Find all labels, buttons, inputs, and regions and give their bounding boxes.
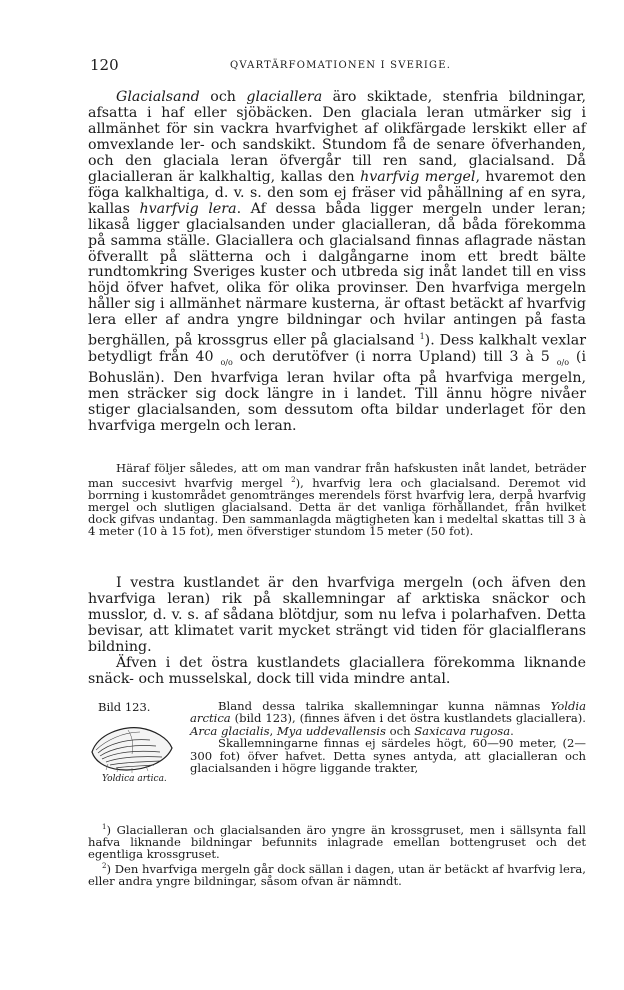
text-span: (i Bohuslän). Den hvarfviga leran hvilar ofta på hvarfviga mergeln, men sträcker sig dock längre in i landet. Till ännu högre nivåer stiger glacialsanden, som dessutom ofta bildar underlaget för den hvarfviga mergeln och leran. (88, 348, 586, 434)
text-span: . Af dessa båda ligger mergeln under leran; likaså ligger glacialsanden under glacialleran, då båda förekomma på samma ställe. Glaciallera och glacialsand finnas aflagrade nästan öfverallt på slätterna och i dalgångarne inom ett bredt bälte rundtomkring Sveriges kuster och utbreda sig inåt landet till en viss höjd öfver hafvet, olika för olika provinser. Den hvarfviga mergeln håller sig i allmänhet närmare kusterna, är oftast betäckt af hvarfvig lera eller af andra yngre bildningar och hvilar antingen på fasta berghällen, på krossgrus eller på glacialsand (88, 200, 586, 350)
text-span: ) Glacialleran och glacialsanden äro yngre än krossgruset, men i sällsynta fall hafva liknande bildningar befunnits inlagrade emellan bottengruset och det egentliga krossgruset. (88, 822, 586, 862)
text-span: och derutöfver (i norra Upland) till 3 à 5 (232, 348, 557, 365)
paragraph-fossil-list (190, 700, 586, 737)
page-number: 120 (90, 56, 119, 74)
figure-title: Bild 123. (98, 700, 151, 714)
text-span: ). Dess kalkhalt vexlar betydligt från 40 (88, 333, 586, 365)
page-header (90, 56, 590, 78)
paragraph-fossil-heights: Skallemningarne finnas ej särdeles högt, 60—90 meter, (2—300 fot) öfver hafvet. Detta synes antyda, att glacialleran och glacialsanden i högre liggande trakter, (190, 736, 586, 776)
footnote-ref-1: 1 (419, 332, 425, 342)
text-span: äro skiktade, stenfria bildningar, afsatta i haf eller sjöbäcken. Den glaciala leran utmärker sig i allmänhet för sin vackra hvarfvighet af olikfärgade lerskikt eller af omvexlande ler- och sandskikt. Stundom få de senare öfverhanden, och den glaciala leran öfvergår till ren sand, glacialsand. Då glacialleran är kalkhaltig, kallas den (88, 89, 586, 185)
text-span: och (199, 89, 247, 105)
text-span: ) Den hvarfviga mergeln går dock sällan i dagen, utan är betäckt af hvarfvig lera, eller andra yngre bildningar, såsom ofvan är nämndt. (88, 862, 586, 889)
text-span: ), hvarfvig lera och glacialsand. Deremot vid borrning i kustområdet genomtränges merendels först hvarfvig lera, derpå hvarfvig mergel och slutligen glacialsand. Detta är det vanliga förhållandet, från hvilket dock gifvas undantag. Den sammanlagda mägtigheten kan i medeltal skattas till 3 à 4 meter (10 à 15 fot), men öfverstiger stundom 15 meter (50 fot). (88, 475, 586, 539)
term-hvarfvig-lera: hvarfvig lera (139, 200, 237, 217)
text-span: , hvaremot den föga kalkhaltiga, d. v. s. den som ej fräser vid påhällning af en syra, kallas (88, 168, 586, 217)
percent-sign: o/o (556, 357, 570, 367)
running-head: QVARTÄRFOMATIONEN I SVERIGE. (230, 60, 452, 71)
text-span: (bild 123), (finnes äfven i det östra kustlandets glaciallera). (230, 711, 586, 726)
species-arca-glacialis: Arca glacialis (190, 723, 270, 738)
text-beside-figure (190, 700, 586, 774)
text-span: , (269, 723, 277, 738)
footnote-2 (88, 860, 586, 887)
text-span: Bland dessa talrika skallemningar kunna nämnas (218, 699, 551, 713)
paragraph-east-coast: Äfven i det östra kustlandets glaciallera förekomma liknande snäck- och musselskal, dock till vida mindre antal. (88, 654, 586, 687)
body-text-top (88, 90, 586, 435)
paragraph-west-coast: I vestra kustlandet är den hvarfviga mergeln (och äfven den hvarfviga leran) rik på skallemningar af arktiska snäckor och musslor, d. v. s. af sådana blötdjur, som nu lefva i polarhafven. Detta bevisar, att klimatet varit mycket strängt vid tiden för glacialflerans bildning. (88, 575, 586, 655)
yoldia-shell-illustration (88, 720, 174, 774)
species-saxicava-rugosa: Saxicava rugosa (414, 723, 511, 738)
figure-123 (88, 700, 176, 790)
body-text-bottom (88, 576, 586, 688)
text-span: Häraf följer således, att om man vandrar från hafskusten inåt landet, beträder man succesivt hvarfvig mergel (88, 461, 586, 490)
footnote-marker-2: 2 (102, 862, 107, 871)
term-hvarfvig-mergel: hvarfvig mergel (360, 168, 476, 185)
paragraph-glacial-deposits (88, 90, 586, 435)
text-span: . (510, 723, 514, 738)
term-glacialsand: Glacialsand (116, 89, 200, 105)
species-mya-uddevallensis: Mya uddevallensis (276, 723, 386, 738)
footnotes (88, 821, 586, 887)
figure-caption: Yoldica artica. (102, 774, 167, 784)
species-yoldia-arctica: Yoldia arctica (190, 699, 586, 726)
body-text-small (88, 462, 586, 537)
paragraph-small-type (88, 462, 586, 537)
text-span: och (385, 723, 415, 738)
footnote-ref-2: 2 (291, 476, 296, 485)
footnote-marker-1: 1 (102, 823, 107, 831)
term-glaciallera: glaciallera (246, 89, 323, 105)
percent-sign: o/o (220, 357, 233, 367)
footnote-1 (88, 821, 586, 860)
